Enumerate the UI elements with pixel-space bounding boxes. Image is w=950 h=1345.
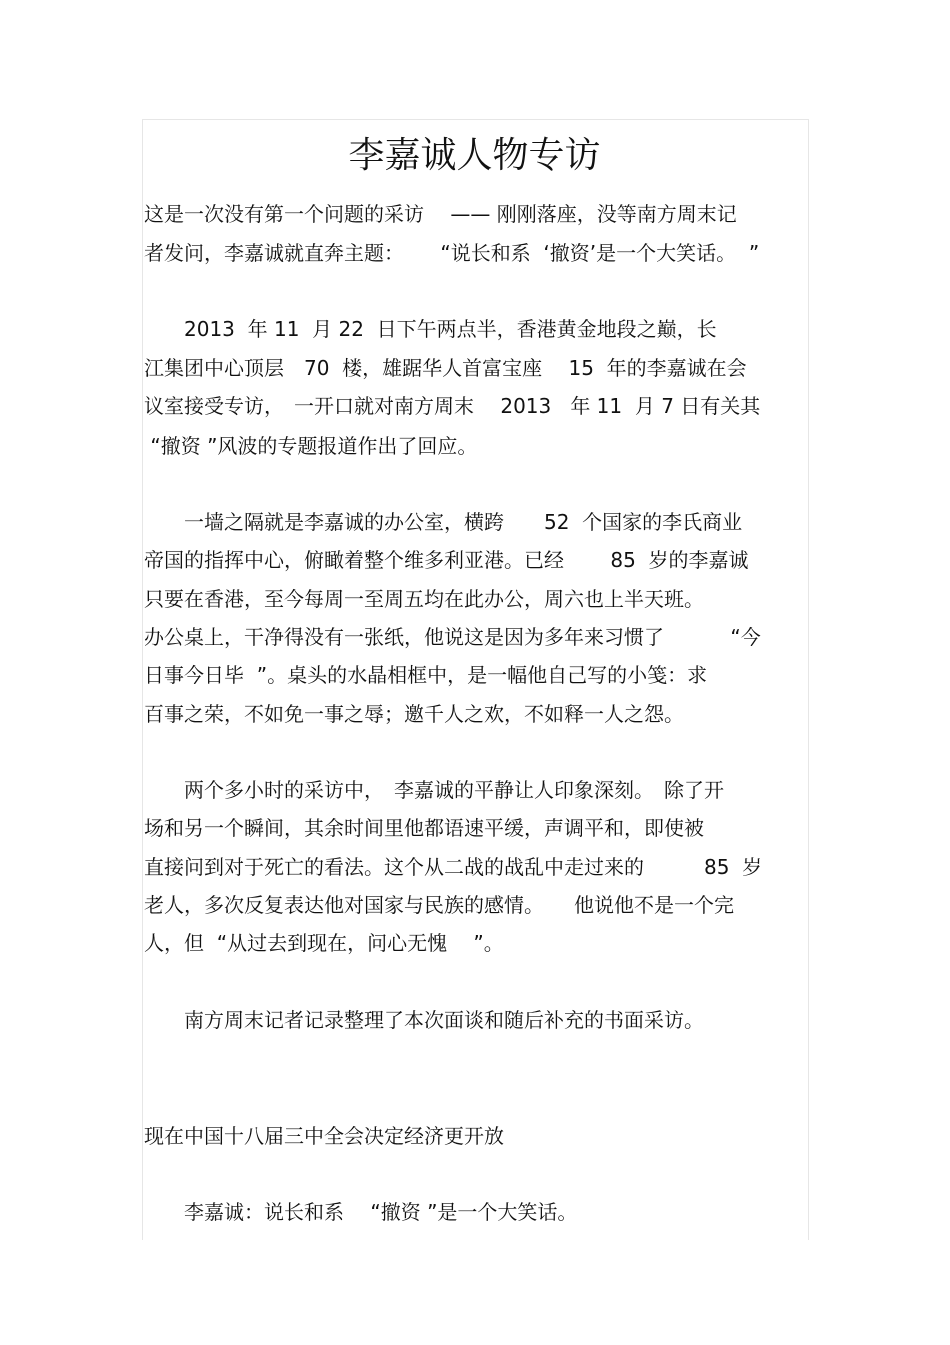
text-line: 百事之荣，不如免一事之辱；邀千人之欢，不如释一人之怨。 — [144, 702, 684, 726]
text-line: “撤资 ”风波的专题报道作出了回应。 — [144, 434, 478, 458]
text-line: 这是一次没有第一个问题的采访 —— 刚刚落座，没等南方周末记 — [144, 202, 737, 226]
text-line: 江集团中心顶层 70 楼，雄踞华人首富宝座 15 年的李嘉诚在会 — [144, 356, 747, 380]
text-line: 一墙之隔就是李嘉诚的办公室，横跨 52 个国家的李氏商业 — [144, 510, 743, 534]
text-line: 直接问到对于死亡的看法。这个从二战的战乱中走过来的 85 岁 — [144, 855, 763, 879]
text-line: 者发问，李嘉诚就直奔主题： “说长和系 ‘撤资’是一个大笑话。 ” — [144, 241, 760, 265]
text-line: 李嘉诚：说长和系 “撤资 ”是一个大笑话。 — [144, 1200, 578, 1224]
article-title: 李嘉诚人物专访 — [348, 135, 601, 176]
text-line: 2013 年 11 月 22 日下午两点半，香港黄金地段之巅，长 — [144, 317, 717, 341]
text-line: 场和另一个瞬间，其余时间里他都语速平缓，声调平和，即使被 — [144, 816, 704, 840]
text-line: 老人，多次反复表达他对国家与民族的感情。 他说他不是一个完 — [144, 893, 734, 917]
text-line: 南方周末记者记录整理了本次面谈和随后补充的书面采访。 — [144, 1008, 704, 1032]
text-line: 人，但 “从过去到现在，问心无愧 ”。 — [144, 931, 504, 955]
text-line: 两个多小时的采访中， 李嘉诚的平静让人印象深刻。 除了开 — [144, 778, 724, 802]
text-line: 只要在香港，至今每周一至周五均在此办公，周六也上半天班。 — [144, 587, 704, 611]
text-line: 办公桌上，干净得没有一张纸，他说这是因为多年来习惯了 “今 — [144, 625, 761, 649]
text-line: 日事今日毕 ”。桌头的水晶相框中，是一幅他自己写的小笺：求 — [144, 663, 708, 687]
section-heading: 现在中国十八届三中全会决定经济更开放 — [144, 1124, 504, 1148]
text-line: 帝国的指挥中心，俯瞰着整个维多利亚港。已经 85 岁的李嘉诚 — [144, 548, 749, 572]
text-line: 议室接受专访， 一开口就对南方周末 2013 年 11 月 7 日有关其 — [144, 394, 761, 418]
